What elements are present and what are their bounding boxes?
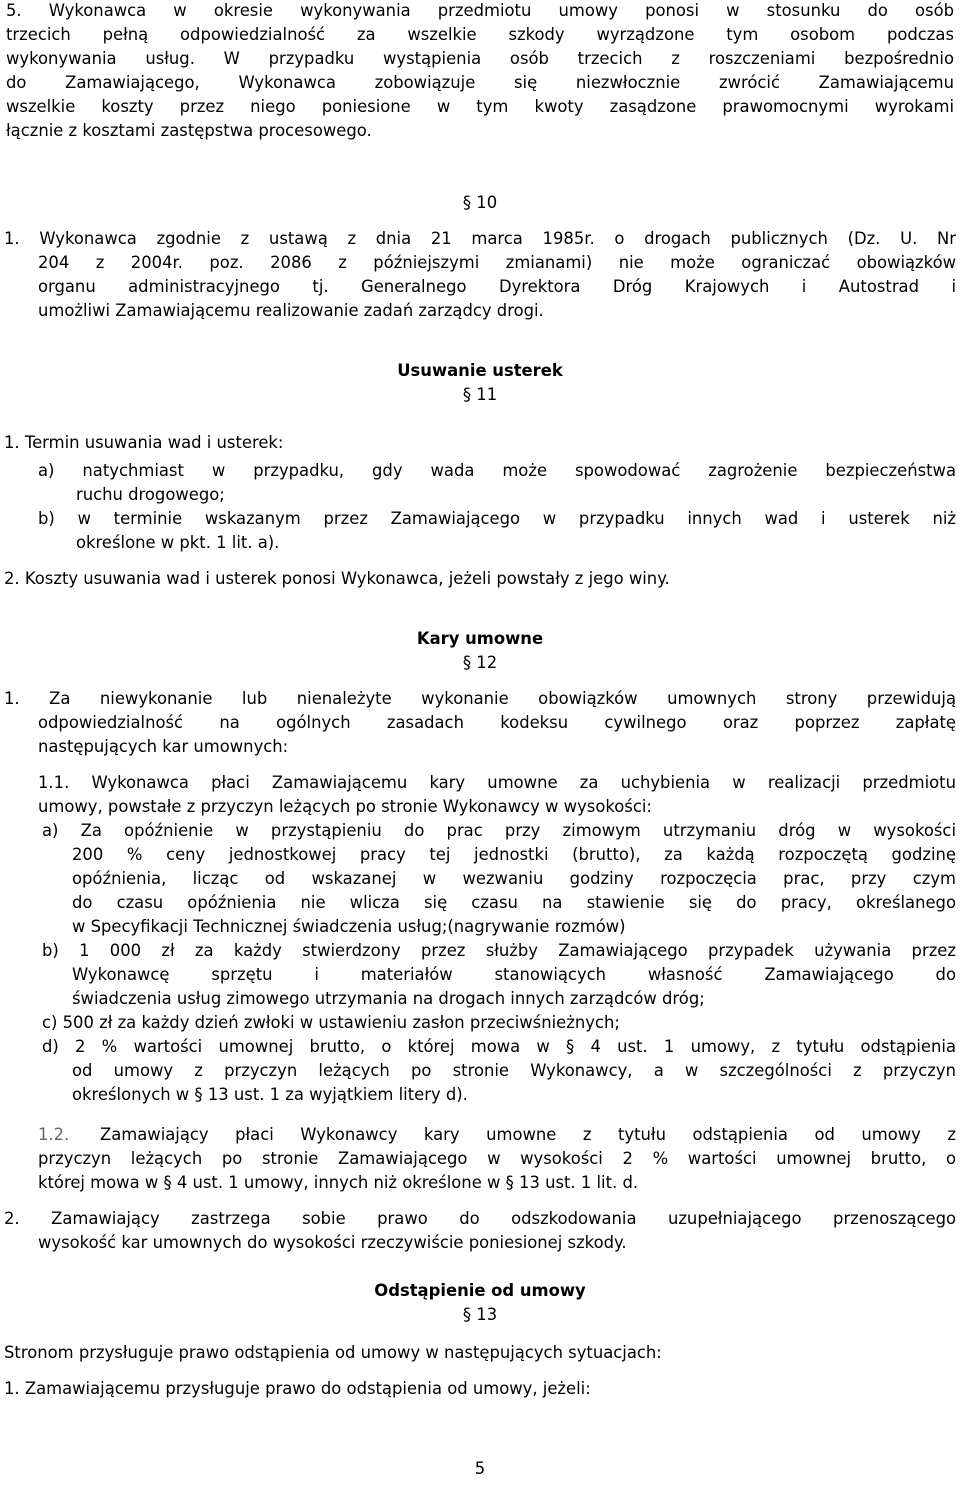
text-line: 2. Zamawiający zastrzega sobie prawo do odszkodowania uzupełniającego przenoszącego	[4, 1209, 956, 1228]
text-line: świadczenia usług zimowego utrzymania na drogach innych zarządców dróg;	[72, 989, 705, 1008]
text-line: w Specyfikacji Technicznej świadczenia usług;(nagrywanie rozmów)	[72, 917, 626, 936]
page-number: 5	[474, 1459, 486, 1478]
text-line: przyczyn leżących po stronie Zamawiającego w wysokości 2 % wartości umownej brutto, o	[38, 1149, 956, 1168]
text-line: trzecich pełną odpowiedzialność za wszelkie szkody wyrządzone tym osobom podczas	[6, 25, 954, 44]
text-line: do Zamawiającego, Wykonawca zobowiązuje się niezwłocznie zwrócić Zamawiającemu	[6, 73, 954, 92]
text-line: ruchu drogowego;	[76, 485, 225, 504]
text-line: Wykonawcę sprzętu i materiałów stanowiących własność Zamawiającego do	[72, 965, 956, 984]
text-line: wysokość kar umownych do wysokości rzeczywiście poniesionej szkody.	[38, 1233, 627, 1252]
section-number: § 10	[462, 193, 498, 212]
text-line: 1. Wykonawca zgodnie z ustawą z dnia 21 marca 1985r. o drogach publicznych (Dz. U. Nr	[4, 229, 956, 248]
text-line: 1. Za niewykonanie lub nienależyte wykonanie obowiązków umownych strony przewidują	[4, 689, 956, 708]
text-line: a) Za opóźnienie w przystąpieniu do prac przy zimowym utrzymaniu dróg w wysokości	[42, 821, 956, 840]
text-line: umowy, powstałe z przyczyn leżących po stronie Wykonawcy w wysokości:	[38, 797, 652, 816]
section-number: § 11	[462, 385, 498, 404]
text-line: opóźnienia, licząc od wskazanej w wezwaniu godziny rozpoczęcia prac, przy czym	[72, 869, 956, 888]
text-line: c) 500 zł za każdy dzień zwłoki w ustawieniu zasłon przeciwśnieżnych;	[42, 1013, 620, 1032]
text-line: następujących kar umownych:	[38, 737, 289, 756]
text-line: określone w pkt. 1 lit. a).	[76, 533, 280, 552]
item-number: 1.2.	[38, 1125, 70, 1144]
text-line: b) w terminie wskazanym przez Zamawiającego w przypadku innych wad i usterek niż	[38, 509, 956, 528]
text-line: której mowa w § 4 ust. 1 umowy, innych niż określone w § 13 ust. 1 lit. d.	[38, 1173, 639, 1192]
text-line: 1. Zamawiającemu przysługuje prawo do odstąpienia od umowy, jeżeli:	[4, 1379, 591, 1398]
text-line: 204 z 2004r. poz. 2086 z późniejszymi zmianami) nie może ograniczać obowiązków	[38, 253, 956, 272]
text-line: wykonywania usług. W przypadku wystąpienia osób trzecich z roszczeniami bezpośrednio	[6, 49, 954, 68]
text-line: określonych w § 13 ust. 1 za wyjątkiem litery d).	[72, 1085, 468, 1104]
text-line: organu administracyjnego tj. Generalnego Dyrektora Dróg Krajowych i Autostrad i	[38, 277, 956, 296]
text-line: 1. Termin usuwania wad i usterek:	[4, 433, 284, 452]
text-line: d) 2 % wartości umownej brutto, o której mowa w § 4 ust. 1 umowy, z tytułu odstąpienia	[42, 1037, 956, 1056]
text-line: Stronom przysługuje prawo odstąpienia od umowy w następujących sytuacjach:	[4, 1343, 662, 1362]
section-heading: Usuwanie usterek	[397, 361, 563, 380]
section-heading: Kary umowne	[416, 629, 544, 648]
text-line: łącznie z kosztami zastępstwa procesowego.	[6, 121, 372, 140]
text-line: b) 1 000 zł za każdy stwierdzony przez służby Zamawiającego przypadek używania przez	[42, 941, 956, 960]
text-line: do czasu opóźnienia nie wlicza się czasu na stawienie się do pracy, określanego	[72, 893, 956, 912]
text-line: 5. Wykonawca w okresie wykonywania przedmiotu umowy ponosi w stosunku do osób	[6, 1, 954, 20]
text-line: od umowy z przyczyn leżących po stronie Wykonawcy, a w szczególności z przyczyn	[72, 1061, 956, 1080]
text-line: 2. Koszty usuwania wad i usterek ponosi Wykonawca, jeżeli powstały z jego winy.	[4, 569, 670, 588]
section-heading: Odstąpienie od umowy	[374, 1281, 586, 1300]
section-number: § 12	[462, 653, 498, 672]
text-line: umożliwi Zamawiającemu realizowanie zadań zarządcy drogi.	[38, 301, 544, 320]
text-line: Zamawiający płaci Wykonawcy kary umowne z tytułu odstąpienia od umowy z	[100, 1125, 956, 1144]
text-line: a) natychmiast w przypadku, gdy wada może spowodować zagrożenie bezpieczeństwa	[38, 461, 956, 480]
text-line: wszelkie koszty przez niego poniesione w tym kwoty zasądzone prawomocnymi wyrokami	[6, 97, 954, 116]
text-line: odpowiedzialność na ogólnych zasadach kodeksu cywilnego oraz poprzez zapłatę	[38, 713, 956, 732]
text-line: 200 % ceny jednostkowej pracy tej jednostki (brutto), za każdą rozpoczętą godzinę	[72, 845, 956, 864]
section-number: § 13	[462, 1305, 498, 1324]
text-line: 1.1. Wykonawca płaci Zamawiającemu kary umowne za uchybienia w realizacji przedmiotu	[38, 773, 956, 792]
